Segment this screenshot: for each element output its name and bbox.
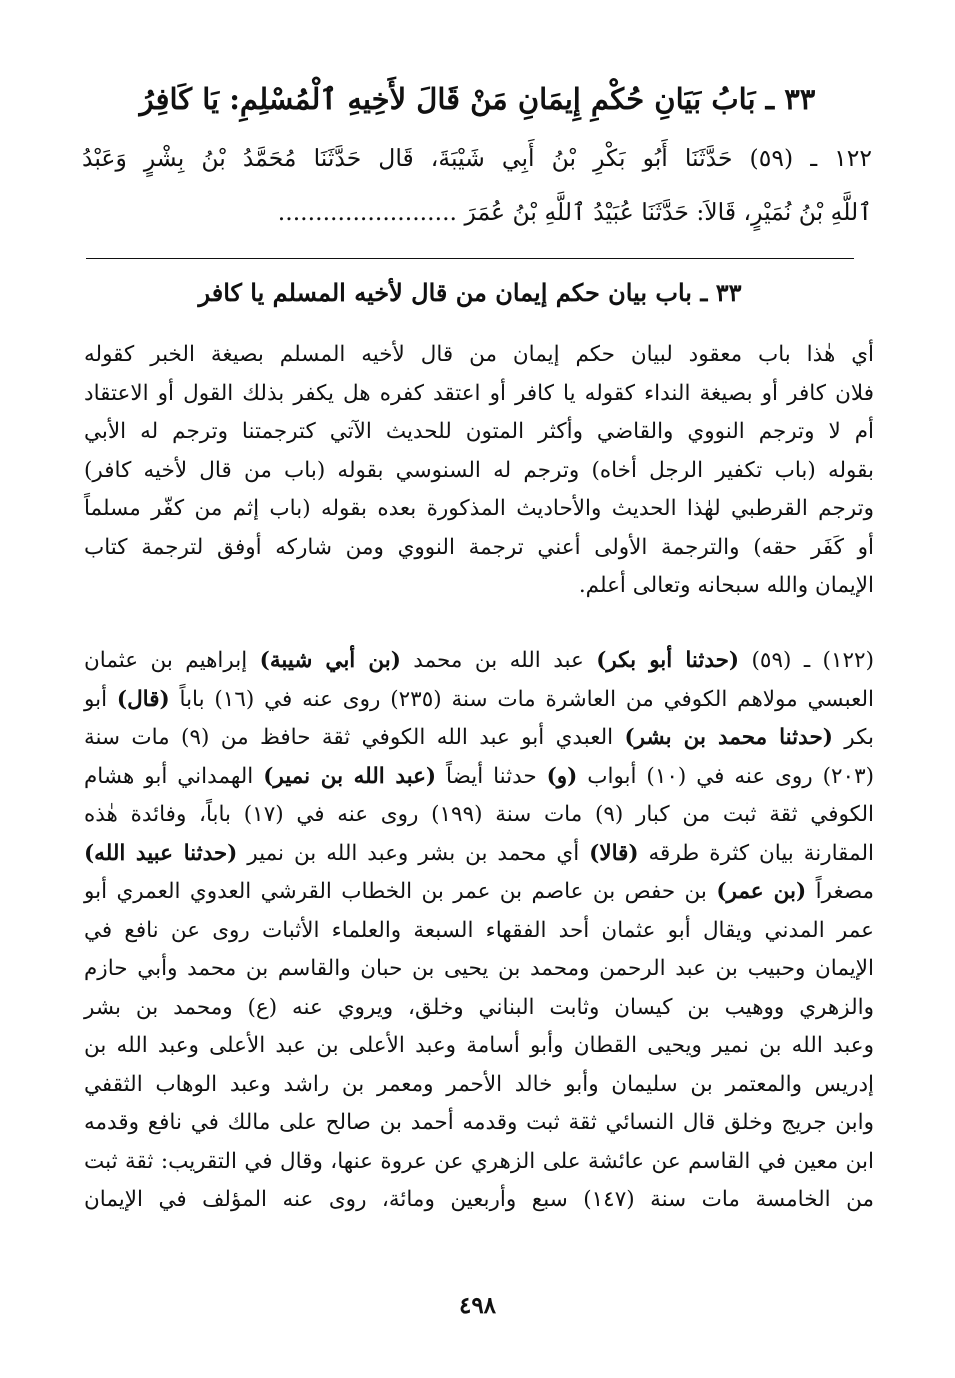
text-line: من الخامسة مات سنة (١٤٧) سبع وأربعين ومائة، روى عنه المؤلف في الإيمان bbox=[84, 1187, 874, 1212]
text-line: أي هٰذا باب معقود لبيان حكم إيمان من قال لأخيه المسلم بصيغة الخبر كقوله bbox=[84, 342, 874, 367]
text-line: وعبد الله بن نمير ويحيى القطان وأبو أسامة وعبد الأعلى بن عبد الأعلى وعبد الله بن bbox=[84, 1033, 874, 1058]
text-line: الكوفي ثقة ثبت من كبار (٩) مات سنة (١٩٩) روى عنه في (١٧) باباً، وفائدة هٰذه bbox=[84, 802, 874, 827]
text-line: أم لا وترجم النووي والقاضي وأكثر المتون للحديث الآتي كترجمتنا وترجم له الأبي bbox=[84, 419, 874, 444]
text-line: ابن معين في القاسم عن عائشة على الزهري عن عروة عنها، وقال في التقريب: ثقة ثبت bbox=[84, 1148, 874, 1174]
text-line: بكر (حدثنا محمد بن بشر) العبدي أبو عبد الله الكوفي ثقة حافظ من (٩) مات سنة bbox=[84, 725, 874, 750]
text-line: (٢٠٣) روى عنه في (١٠) أبواب (و) حدثنا أيضاً (عبد الله بن نمير) الهمداني أبو هشام bbox=[84, 763, 875, 789]
text-line: المقارنة بيان كثرة طرقه (قالا) أي محمد بن بشر وعبد الله بن نمير (حدثنا عبيد الله) bbox=[84, 840, 874, 866]
text-line: العبسي مولاهم الكوفي من العاشرة مات سنة (٢٣٥) روى عنه في (١٦) باباً (قال) أبو bbox=[84, 686, 874, 712]
text-line: إدريس والمعتمر بن سليمان وأبو خالد الأحمر ومعمر بن راشد وعبد الوهاب الثقفي bbox=[84, 1071, 874, 1097]
text-line: مصغراً (بن عمر) بن حفص بن عاصم بن عمر بن الخطاب القرشي العدوي العمري أبو bbox=[84, 879, 874, 904]
hadith-text-line-2: ٱللَّهِ بْنُ نُمَيْرٍ، قَالاَ: حَدَّثَنَا عُبَيْدُ ٱللَّهِ بْنُ عُمَرَ ........................ bbox=[277, 198, 872, 226]
text-line: الإيمان وحبيب بن عبد الرحمن ومحمد بن يحيى بن حبان والقاسم بن محمد وأبي حازم bbox=[84, 956, 874, 981]
page-number: ٤٩٨ bbox=[458, 1292, 497, 1319]
text-line: أو كَفَر حقه) والترجمة الأولى أعني ترجمة النووي ومن شاركه أوفق لترجمة كتاب bbox=[84, 534, 874, 560]
commentary-paragraph-1 bbox=[84, 336, 874, 606]
text-line: وترجم القرطبي لهٰذا الحديث والأحاديث المذكورة بعده بقوله (باب إثم من كفّر مسلماً bbox=[84, 496, 874, 521]
commentary-paragraph-2 bbox=[84, 642, 874, 1220]
text-line: (١٢٢) ـ (٥٩) (حدثنا أبو بكر) عبد الله بن محمد (بن أبي شيبة) إبراهيم بن عثمان bbox=[84, 648, 874, 673]
text-line: بقوله (باب تكفير الرجل أخاه) وترجم له السنوسي بقوله (باب من قال لأخيه كافر) bbox=[84, 457, 874, 483]
hadith-text-line-1: ١٢٢ ـ (٥٩) حَدَّثَنَا أَبُو بَكْرِ بْنُ أَبِي شَيْبَةَ، قَال حَدَّثَنَا مُحَمَّدُ بْنُ بِشْرٍ وَعَبْدُ bbox=[82, 144, 873, 172]
section-divider bbox=[86, 258, 854, 259]
text-line: فلان كافر أو بصيغة النداء كقوله يا كافر أو اعتقد كفره هل يكفر بذلك القول أو الاعتقاد bbox=[84, 380, 874, 406]
text-line: والزهري ووهيب بن كيسان وثابت البناني وخلق، ويروي عنه (ع) ومحمد بن بشر bbox=[84, 994, 874, 1020]
text-line: عمر المدني ويقال أبو عثمان أحد الفقهاء السبعة والعلماء الأثبات روى عن نافع في bbox=[84, 917, 874, 943]
hadith-chapter-title: ٣٣ ـ بَابُ بَيَانِ حُكْمِ إِيمَانِ مَنْ قَالَ لأَخِيهِ ٱلْمُسْلِمِ: يَا كَافِرُ bbox=[139, 82, 816, 116]
commentary-chapter-title: ٣٣ ـ باب بيان حكم إيمان من قال لأخيه المسلم يا كافر bbox=[198, 278, 742, 307]
text-line: الإيمان والله سبحانه وتعالى أعلم. bbox=[578, 573, 874, 598]
text-line: وابن جريج وخلق قال النسائي ثقة ثبت وقدمه أحمد بن صالح على مالك في نافع وقدمه bbox=[84, 1110, 874, 1135]
